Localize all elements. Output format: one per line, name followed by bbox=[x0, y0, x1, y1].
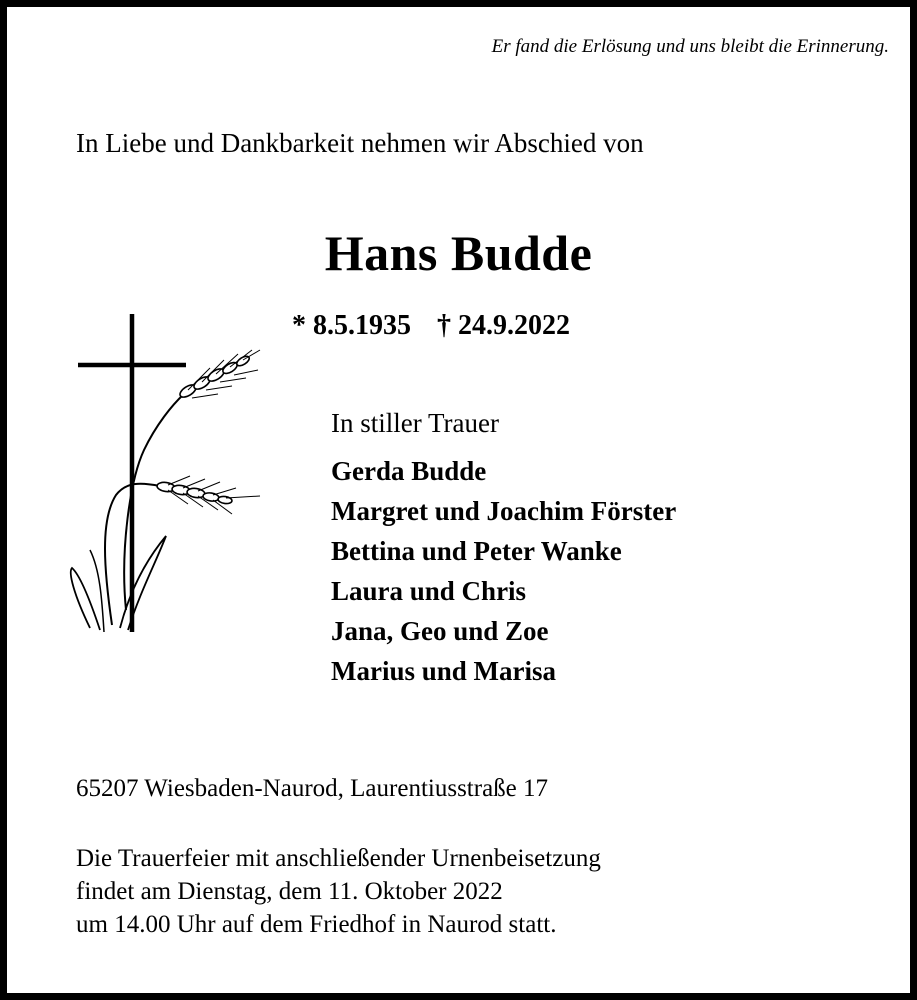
family-member: Gerda Budde bbox=[331, 456, 487, 486]
birth-date: * 8.5.1935 bbox=[292, 310, 411, 341]
mourning-label: In stiller Trauer bbox=[331, 408, 499, 438]
service-line: Die Trauerfeier mit anschließender Urnenbeisetzung bbox=[76, 845, 601, 872]
family-member: Marius und Marisa bbox=[331, 656, 557, 686]
address-line: 65207 Wiesbaden-Naurod, Laurentiusstraße 17 bbox=[76, 775, 549, 802]
intro-text: In Liebe und Dankbarkeit nehmen wir Abschied von bbox=[76, 128, 644, 158]
family-member: Bettina und Peter Wanke bbox=[331, 536, 622, 566]
service-notice bbox=[76, 842, 601, 941]
service-line: um 14.00 Uhr auf dem Friedhof in Naurod statt. bbox=[76, 911, 557, 938]
family-member: Margret und Joachim Förster bbox=[331, 496, 677, 526]
service-line: findet am Dienstag, dem 11. Oktober 2022 bbox=[76, 878, 503, 905]
death-date: † 24.9.2022 bbox=[437, 310, 570, 341]
deceased-name: Hans Budde bbox=[324, 225, 593, 281]
life-dates bbox=[292, 310, 570, 342]
family-member: Jana, Geo und Zoe bbox=[331, 616, 549, 646]
cross-with-wheat-icon bbox=[60, 310, 270, 640]
family-list bbox=[331, 451, 676, 691]
motto-quote: Er fand die Erlösung und uns bleibt die Erinnerung. bbox=[491, 36, 889, 57]
family-member: Laura und Chris bbox=[331, 576, 527, 606]
